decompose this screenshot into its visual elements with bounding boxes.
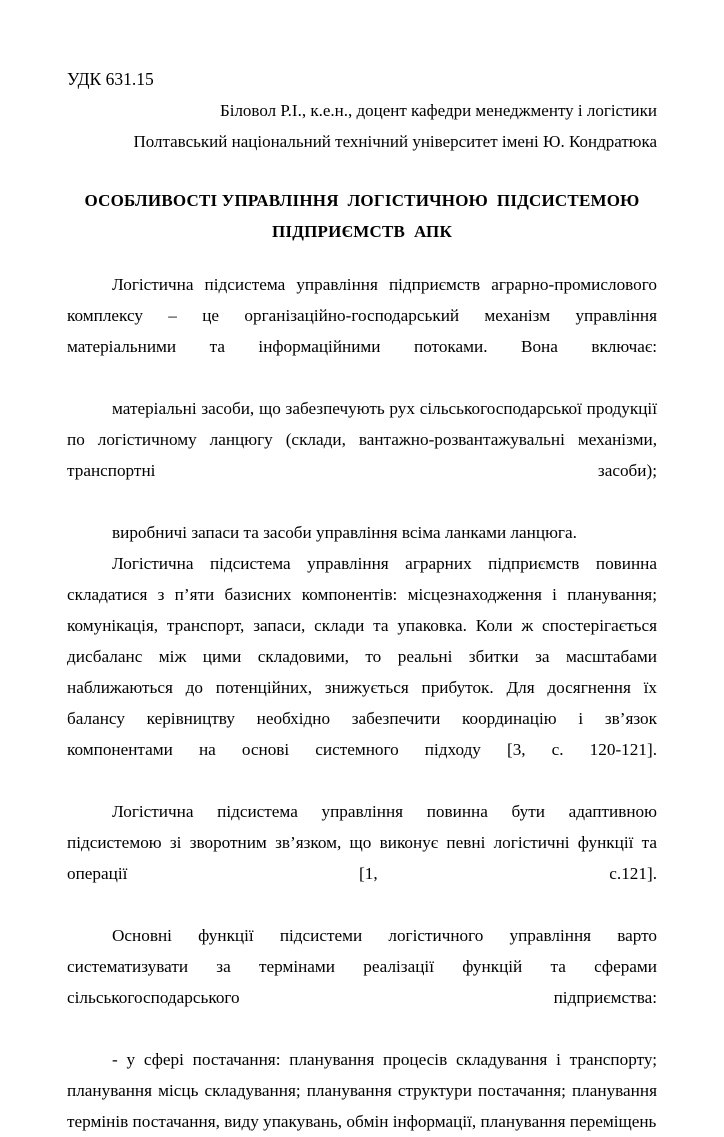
author-byline: Біловол Р.І., к.е.н., доцент кафедри менеджменту і логістики [219, 101, 657, 120]
author-affiliation: Полтавський національний технічний університет імені Ю. Кондратюка [133, 132, 657, 151]
article-title [67, 185, 657, 247]
body-paragraph: Логістична підсистема управління підприємств аграрно-промислового комплексу – це організаційно-господарський механізм управління матеріальними та інформаційними потоками. Вона включає: [67, 275, 657, 356]
body-paragraph: матеріальні засоби, що забезпечують рух сільськогосподарської продукції по логістичному ланцюгу (склади, вантажно-розвантажувальні механізми, транспортні засоби); [67, 399, 657, 480]
article-title-line-1: ОСОБЛИВОСТІ УПРАВЛІННЯ ЛОГІСТИЧНОЮ ПІДСИСТЕМОЮ [84, 191, 640, 210]
udk-code: УДК 631.15 [67, 69, 154, 89]
body-paragraph: Логістична підсистема управління повинна бути адаптивною підсистемою зі зворотним зв’язком, що виконує певні логістичні функції та операції [1, с.121]. [67, 802, 657, 883]
body-paragraph: - у сфері постачання: планування процесів складування і транспорту; планування місць складування; планування структури постачання; планування термінів постачання, виду упакувань, обмін інформації, планування переміщень [67, 1050, 657, 1131]
document-content [67, 64, 657, 1137]
body-paragraph: виробничі запаси та засоби управління всіма ланками ланцюга. [112, 523, 577, 542]
body-paragraph: Логістична підсистема управління аграрних підприємств повинна складатися з п’яти базисних компонентів: місцезнаходження і планування; комунікація, транспорт, запаси, склади та упаковка. Коли ж спостерігається дисбаланс між цими складовими, то реальні збитки за масштабами наближаються до потенційних, знижується прибуток. Для досягнення їх балансу керівництву необхідно забезпечити координацію і зв’язок компонентами на основі системного підходу [3, с. 120-121]. [67, 554, 657, 759]
article-title-line-2: ПІДПРИЄМСТВ АПК [272, 222, 452, 241]
body-paragraph: Основні функції підсистеми логістичного управління варто систематизувати за термінами реалізації функцій та сферами сільськогосподарського підприємства: [67, 926, 657, 1007]
